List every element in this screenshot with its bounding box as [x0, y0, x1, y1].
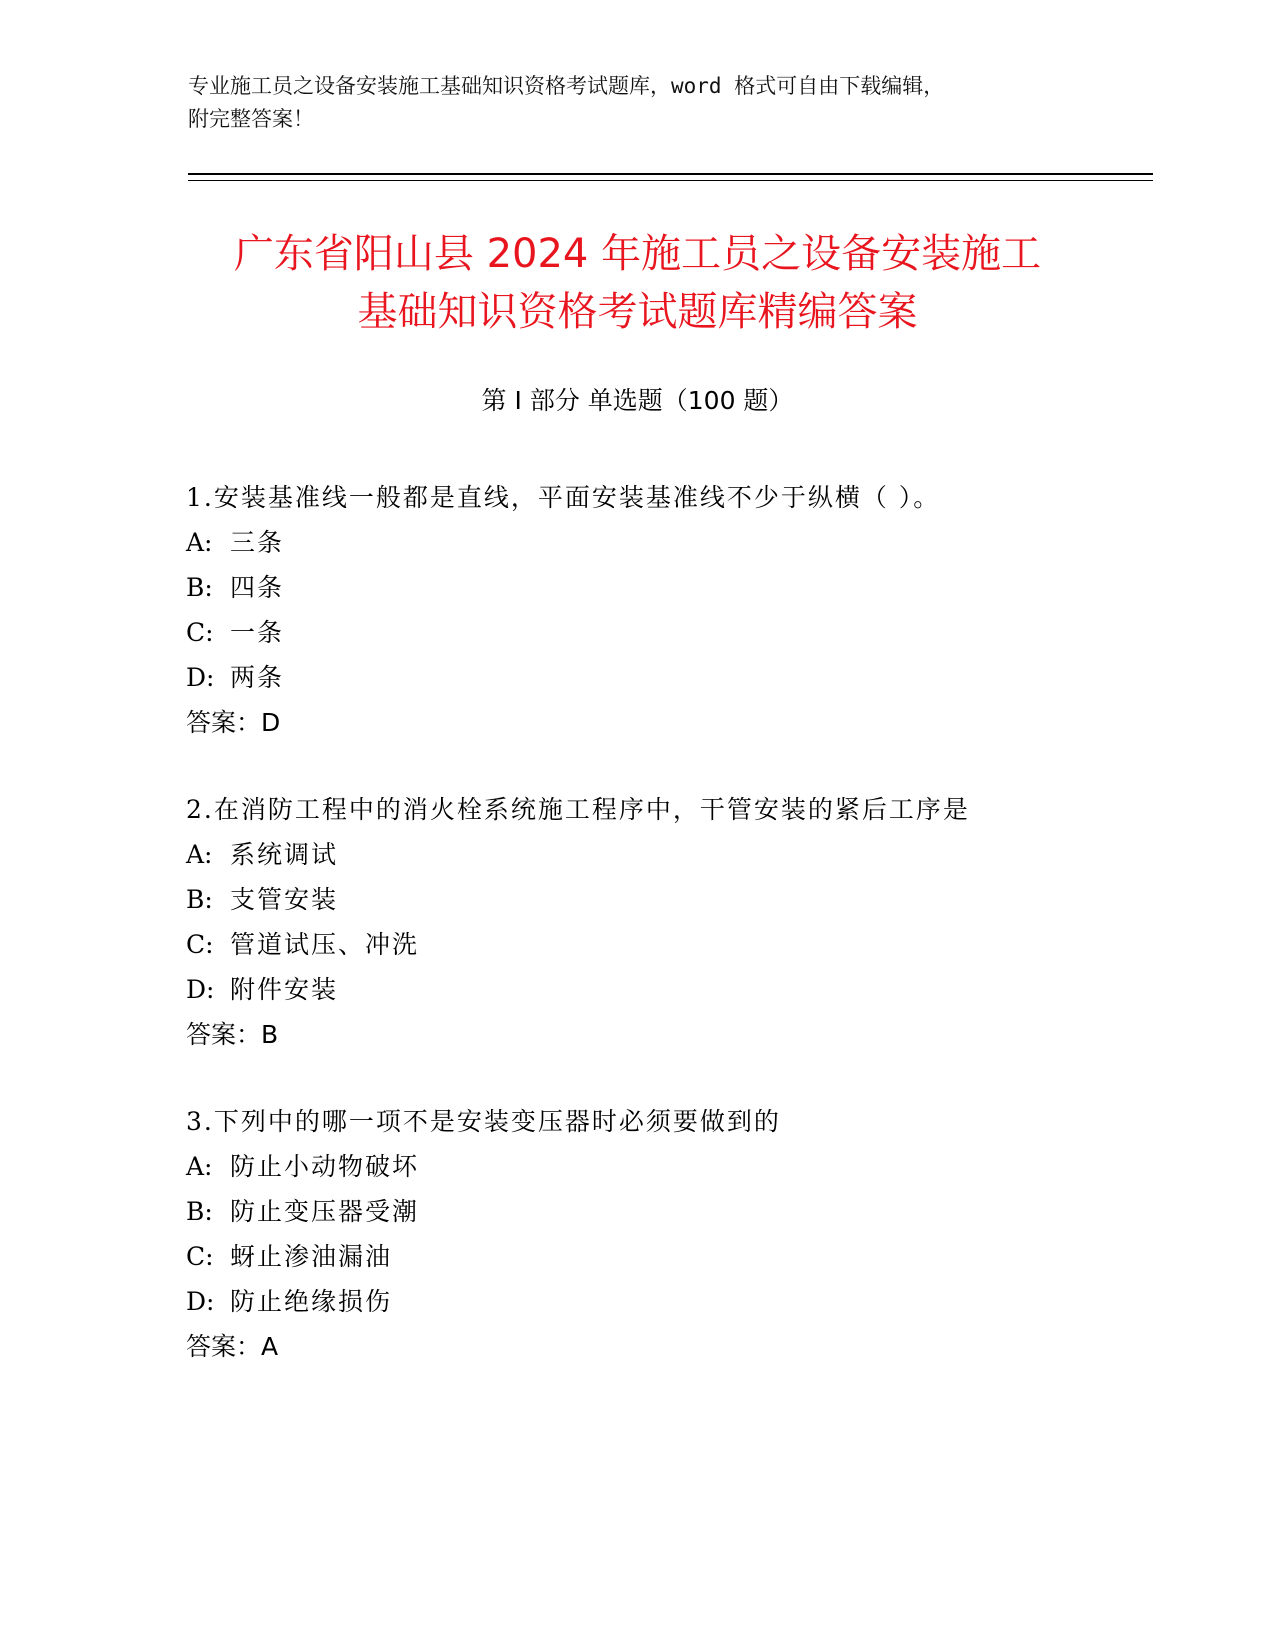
option-letter: A: [186, 1152, 213, 1181]
answer: 答案：D [186, 708, 281, 737]
document-title [160, 225, 1115, 341]
header-line-1: 专业施工员之设备安装施工基础知识资格考试题库，word 格式可自由下载编辑， [188, 74, 945, 98]
option-text: 两条 [230, 663, 285, 692]
option-d [186, 967, 1146, 1012]
title-line-1: 广东省阳山县 2024 年施工员之设备安装施工 [233, 231, 1042, 277]
option-a [186, 832, 1146, 877]
question-text: 3.下列中的哪一项不是安装变压器时必须要做到的 [186, 1107, 781, 1136]
section-heading: 第 I 部分 单选题（100 题） [481, 386, 794, 415]
option-text: 附件安装 [230, 975, 339, 1004]
title-line-2: 基础知识资格考试题库精编答案 [357, 289, 918, 335]
option-c [186, 922, 1146, 967]
option-letter: D: [186, 663, 215, 692]
option-letter: B: [186, 1197, 213, 1226]
option-text: 蚜止渗油漏油 [230, 1242, 393, 1271]
question-3 [186, 1099, 1146, 1369]
option-b [186, 877, 1146, 922]
question-1 [186, 475, 1146, 745]
document-header [188, 70, 1088, 136]
answer: 答案：A [186, 1332, 279, 1361]
option-b [186, 1189, 1146, 1234]
question-text: 1.安装基准线一般都是直线，平面安装基准线不少于纵横（ ）。 [186, 483, 941, 512]
option-d [186, 655, 1146, 700]
option-c [186, 1234, 1146, 1279]
option-letter: C: [186, 930, 214, 959]
option-text: 四条 [230, 573, 285, 602]
header-divider-thin [188, 180, 1153, 181]
option-text: 防止小动物破坏 [230, 1152, 420, 1181]
option-letter: C: [186, 1242, 214, 1271]
option-a [186, 1144, 1146, 1189]
option-letter: D: [186, 1287, 215, 1316]
option-letter: B: [186, 573, 213, 602]
option-a [186, 520, 1146, 565]
question-text: 2.在消防工程中的消火栓系统施工程序中，干管安装的紧后工序是 [186, 795, 970, 824]
option-d [186, 1279, 1146, 1324]
header-line-2: 附完整答案！ [188, 107, 314, 131]
option-text: 管道试压、冲洗 [230, 930, 420, 959]
option-b [186, 565, 1146, 610]
option-text: 系统调试 [230, 840, 339, 869]
option-letter: C: [186, 618, 214, 647]
answer: 答案：B [186, 1020, 279, 1049]
question-2 [186, 787, 1146, 1057]
header-divider-thick [188, 173, 1153, 175]
option-text: 防止变压器受潮 [230, 1197, 420, 1226]
option-letter: B: [186, 885, 213, 914]
question-list [186, 475, 1146, 1411]
option-letter: A: [186, 840, 213, 869]
option-text: 三条 [230, 528, 285, 557]
option-text: 支管安装 [230, 885, 339, 914]
option-letter: A: [186, 528, 213, 557]
option-text: 一条 [230, 618, 285, 647]
option-c [186, 610, 1146, 655]
option-text: 防止绝缘损伤 [230, 1287, 393, 1316]
option-letter: D: [186, 975, 215, 1004]
